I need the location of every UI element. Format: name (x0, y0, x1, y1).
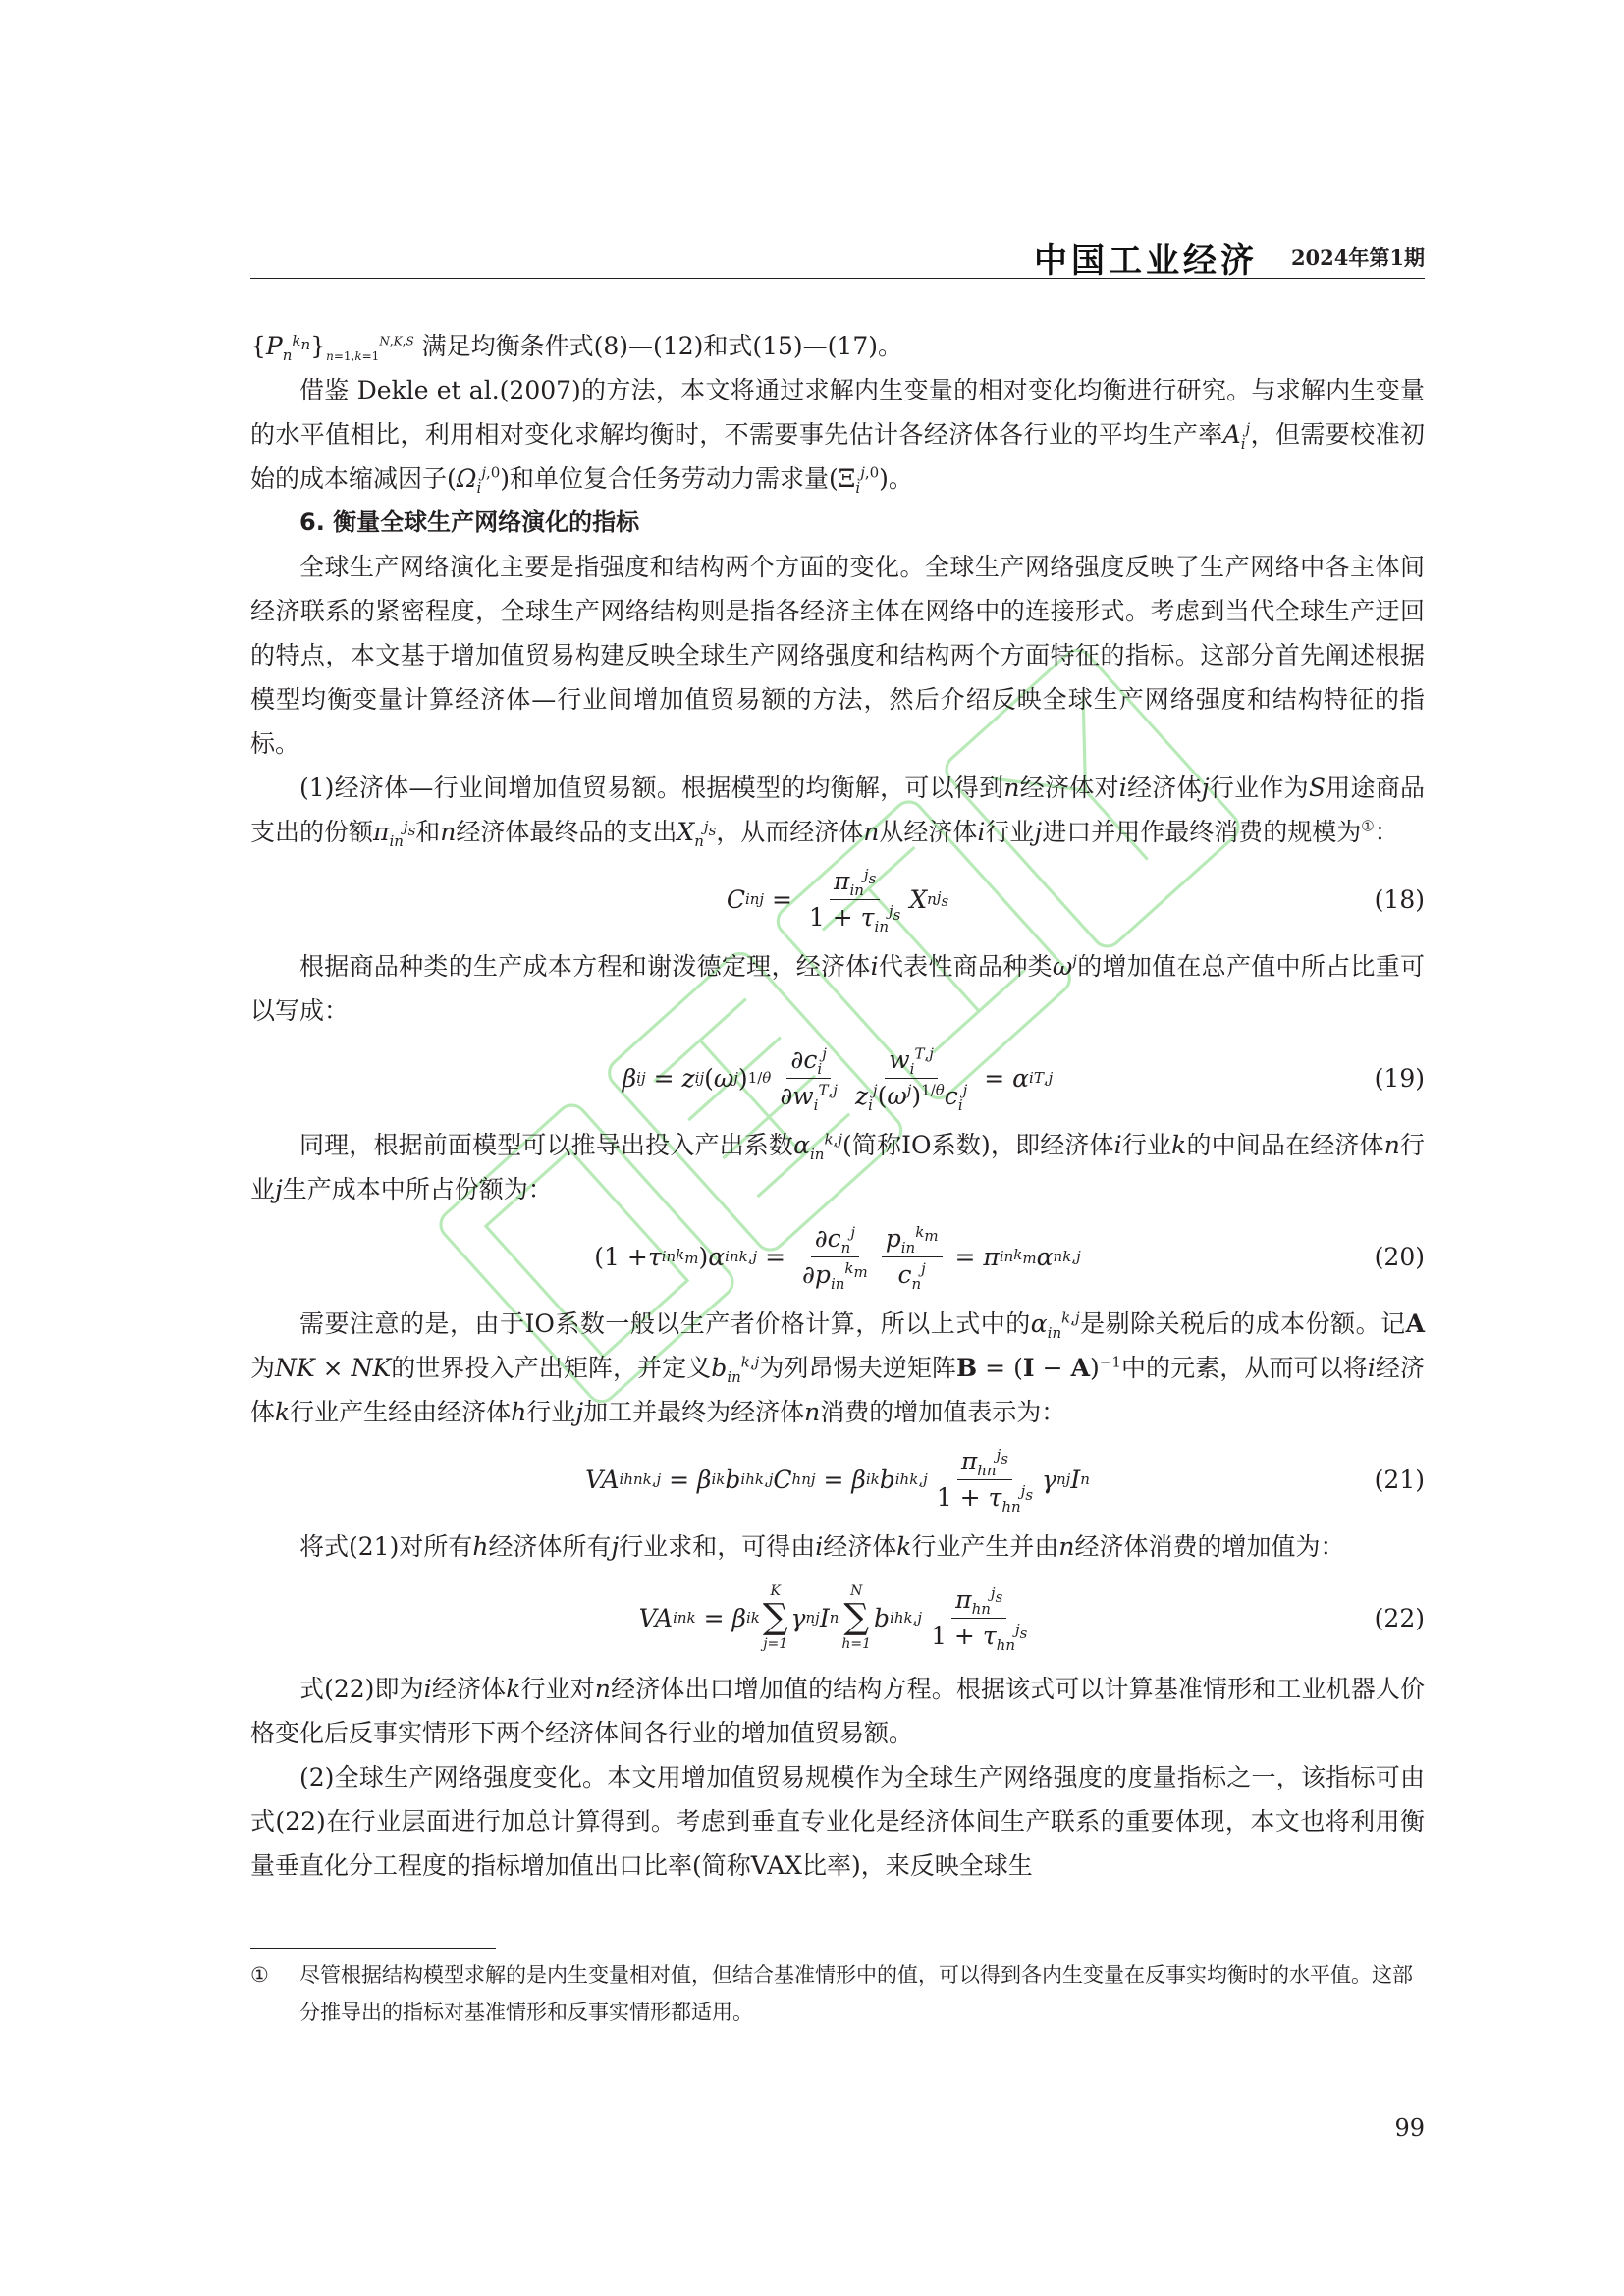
header-rule (250, 278, 1425, 279)
equation-19-number: (19) (1374, 1063, 1425, 1093)
text: 将式(21)对所有 (299, 1532, 473, 1561)
paragraph-0-text: 满足均衡条件式(8)—(12)和式(15)—(17)。 (421, 332, 902, 360)
paragraph-8: 式(22)即为i经济体k行业对n经济体出口增加值的结构方程。根据该式可以计算基准情形和工业机器人价格变化后反事实情形下两个经济体间各行业的增加值贸易额。 (250, 1675, 1425, 1747)
paragraph-7: 将式(21)对所有h经济体所有j行业求和，可得由i经济体k行业产生并由n经济体消费的增加值为： (299, 1532, 1345, 1561)
paragraph-1-text-d: )。 (879, 464, 913, 493)
text: 为列昂惕夫逆矩阵 (759, 1354, 957, 1382)
text: (1)经济体—行业间增加值贸易额。根据模型的均衡解，可以得到 (299, 774, 1004, 802)
text: ，从而经济体 (716, 818, 864, 846)
equation-19-math: β i j = z i j ( ω j ) 1/θ $\frac{\partial c_i^j}{\partial w_i^{T,j}}$ $\frac{w_i^{T,j}}{z_i^j(\omega^j)^{1/\theta}c_i^j}$ = α i T,j (622, 1044, 1054, 1114)
paragraph-2: 全球生产网络演化主要是指强度和结构两个方面的变化。全球生产网络强度反映了生产网络中各主体间经济联系的紧密程度，全球生产网络结构则是指各经济主体在网络中的连接形式。考虑到当代全球生产迂回的特点，本文基于增加值贸易构建反映全球生产网络强度和结构两个方面特征的指标。这部分首先阐述根据模型均衡变量计算经济体—行业间增加值贸易额的方法，然后介绍反映全球生产网络强度和结构特征的指标。 (250, 553, 1425, 758)
text: 经济体对 (1019, 774, 1119, 802)
footnote-mark: ① (250, 1963, 269, 1987)
text: 行业求和，可得由 (619, 1532, 816, 1561)
text: 行业作为 (1209, 774, 1309, 802)
text: 从经济体 (879, 818, 978, 846)
paragraph-9: (2)全球生产网络强度变化。本文用增加值贸易规模作为全球生产网络强度的度量指标之一，该指标可由式(22)在行业层面进行加总计算得到。考虑到垂直专业化是经济体间生产联系的重要体现，本文也将利用衡量垂直化分工程度的指标增加值出口比率(简称VAX比率)，来反映全球生 (250, 1763, 1425, 1880)
footnote-ref[interactable]: ① (1361, 817, 1375, 835)
text: 经济体 (1126, 774, 1202, 802)
math-omega-j: $\omega^j$ (1052, 951, 1077, 981)
text: 的增加值在总产值中所占比重可以写成： (250, 952, 1425, 1025)
math-set-P: $\{P_n^{k_n}\}_{n=1,k=1}^{N,K,S}$ (250, 331, 414, 364)
text: (简称IO系数)，即经济体 (841, 1131, 1114, 1159)
equation-22-number: (22) (1374, 1603, 1425, 1632)
text: 行业 (1121, 1131, 1172, 1159)
equation-18-math: C in j = $\frac{\pi_{in}^{j_s}}{1 + \tau_{in}^{j_s}}$ X n $j_s$ (726, 866, 949, 935)
article-body (250, 324, 1425, 1888)
math-xi: $\Xi_i^{j,0}$ (838, 463, 880, 497)
text: 式(22)即为 (299, 1675, 424, 1703)
text: 同理，根据前面模型可以推导出投入产出系数 (299, 1131, 794, 1159)
text: 经济体所有 (488, 1532, 612, 1561)
math-omega: $\Omega_i^{j,0}$ (456, 463, 501, 497)
text: 行业 (250, 1131, 1425, 1203)
text: 需要注意的是，由于IO系数一般以生产者价格计算，所以上式中的 (299, 1309, 1031, 1338)
text: 行业产生并由 (911, 1532, 1059, 1561)
text: 经济体消费的增加值为： (1074, 1532, 1345, 1561)
paragraph-1-text-c: )和单位复合任务劳动力需求量( (500, 464, 839, 493)
text: 代表性商品种类 (878, 952, 1053, 981)
equation-20-number: (20) (1374, 1242, 1425, 1271)
text: 进口并用作最终消费的规模为 (1042, 818, 1362, 846)
paragraph-1 (250, 368, 1425, 501)
text: 行业 (985, 818, 1035, 846)
footnote-text: 尽管根据结构模型求解的是内生变量相对值，但结合基准情形中的值，可以得到各内生变量在反事实均衡时的水平值。这部分推导出的指标对基准情形和反事实情形都适用。 (299, 1963, 1413, 2024)
paragraph-6: 需要注意的是，由于IO系数一般以生产者价格计算，所以上式中的$\alpha_{in}^{k,j}$是剔除关税后的成本份额。记A为NK × NK的世界投入产出矩阵，并定义$b_{in}^{k,j}$为列昂惕夫逆矩阵$B = (I - A)^{-1}$中的元素，从而可以将i经济体k行业产生经由经济体h行业j加工并最终为经济体n消费的增加值表示为： (250, 1308, 1425, 1426)
math-alpha: $\alpha_{in}^{k,j}$ (793, 1130, 842, 1163)
equation-20 (250, 1211, 1425, 1302)
text: 根据商品种类的生产成本方程和谢泼德定理，经济体 (299, 952, 871, 981)
equation-18-number: (18) (1374, 884, 1425, 914)
equation-21-number: (21) (1374, 1465, 1425, 1494)
journal-name: 中国工业经济 (1034, 241, 1258, 281)
equation-22 (250, 1569, 1425, 1667)
text: ： (1374, 818, 1399, 846)
text: 经济体 (431, 1675, 507, 1703)
equation-19 (250, 1033, 1425, 1123)
footnote (250, 1956, 1425, 2031)
paragraph-0 (250, 324, 1425, 368)
running-header (250, 234, 1425, 279)
text: 经济体最终品的支出 (456, 818, 677, 846)
text: 消费的增加值表示为： (820, 1398, 1066, 1426)
text: 和 (415, 818, 441, 846)
math-X: $X_n^{j_s}$ (677, 817, 717, 850)
paragraph-1-text-b: ，但需要校准初始的成本缩减因子( (250, 420, 1425, 493)
text: 加工并最终为经济体 (583, 1398, 805, 1426)
text: 经济体出口增加值的结构方程。根据该式可以计算基准情形和工业机器人价格变化后反事实情形下两个经济体间各行业的增加值贸易额。 (250, 1675, 1425, 1747)
equation-22-math: VA in k = β i k K ∑ j=1 γ n j I n N ∑ h=1 b ih k,j $\frac{\pi_{hn}^{j_s}}{1 + \tau_{hn}^{j_s}}$ (638, 1583, 1028, 1654)
text: 行业 (526, 1398, 576, 1426)
text: 经济体 (250, 1354, 1425, 1426)
math-A: $A_i^j$ (1222, 419, 1251, 453)
equation-21-math: VA ihn k,j = β i k b ih k,j C hn j = β i k b ih k,j $\frac{\pi_{hn}^{j_s}}{1 + \tau_{hn}^{j_s}}$ γ n j I n (585, 1446, 1090, 1516)
text: 行业对 (520, 1675, 595, 1703)
issue-label: 2024年第1期 (1290, 245, 1425, 270)
text: 是剔除关税后的成本份额。记 (1079, 1309, 1406, 1338)
text: 的中间品在经济体 (1186, 1131, 1384, 1159)
equation-20-math: (1 + τ in $k_m$ ) α in k,j = $\frac{\partial c_n^j}{\partial p_{in}^{k_m}}$ $\frac{p_{in}^{k_m}}{c_n^j}$ = π in $k_m$ α n k,j (594, 1223, 1081, 1293)
text: 中的元素，从而可以将 (1120, 1354, 1368, 1382)
text: 行业产生经由经济体 (290, 1398, 512, 1426)
footnote-rule (250, 1948, 496, 1949)
text: 用途商品支出的份额 (250, 774, 1425, 846)
paragraph-4: 根据商品种类的生产成本方程和谢泼德定理，经济体i代表性商品种类$\omega^j$的增加值在总产值中所占比重可以写成： (250, 951, 1425, 1025)
page-number: 99 (1394, 2114, 1425, 2142)
text: 为 (250, 1354, 276, 1382)
equation-21 (250, 1434, 1425, 1524)
paragraph-5: 同理，根据前面模型可以推导出投入产出系数$\alpha_{in}^{k,j}$(简称IO系数)，即经济体i行业k的中间品在经济体n行业j生产成本中所占份额为： (250, 1130, 1425, 1203)
paragraph-3: (1)经济体—行业间增加值贸易额。根据模型的均衡解，可以得到n经济体对i经济体j行业作为S用途商品支出的份额$\pi_{in}^{j_s}$和n经济体最终品的支出$X_n^{j_s}$，从而经济体n从经济体i行业j进口并用作最终消费的规模为①： (250, 774, 1425, 850)
math-pi: $\pi_{in}^{j_s}$ (373, 817, 416, 850)
section-heading-6: 6. 衡量全球生产网络演化的指标 (299, 508, 640, 536)
equation-18 (250, 854, 1425, 944)
paragraph-1-text: 借鉴 Dekle et al.(2007)的方法，本文将通过求解内生变量的相对变化均衡进行研究。与求解内生变量的水平值相比，利用相对变化求解均衡时，不需要事先估计各经济体各行业的平均生产率 (250, 376, 1425, 449)
text: 生产成本中所占份额为： (282, 1175, 553, 1203)
text: 经济体 (823, 1532, 897, 1561)
text: 的世界投入产出矩阵，并定义 (391, 1354, 712, 1382)
